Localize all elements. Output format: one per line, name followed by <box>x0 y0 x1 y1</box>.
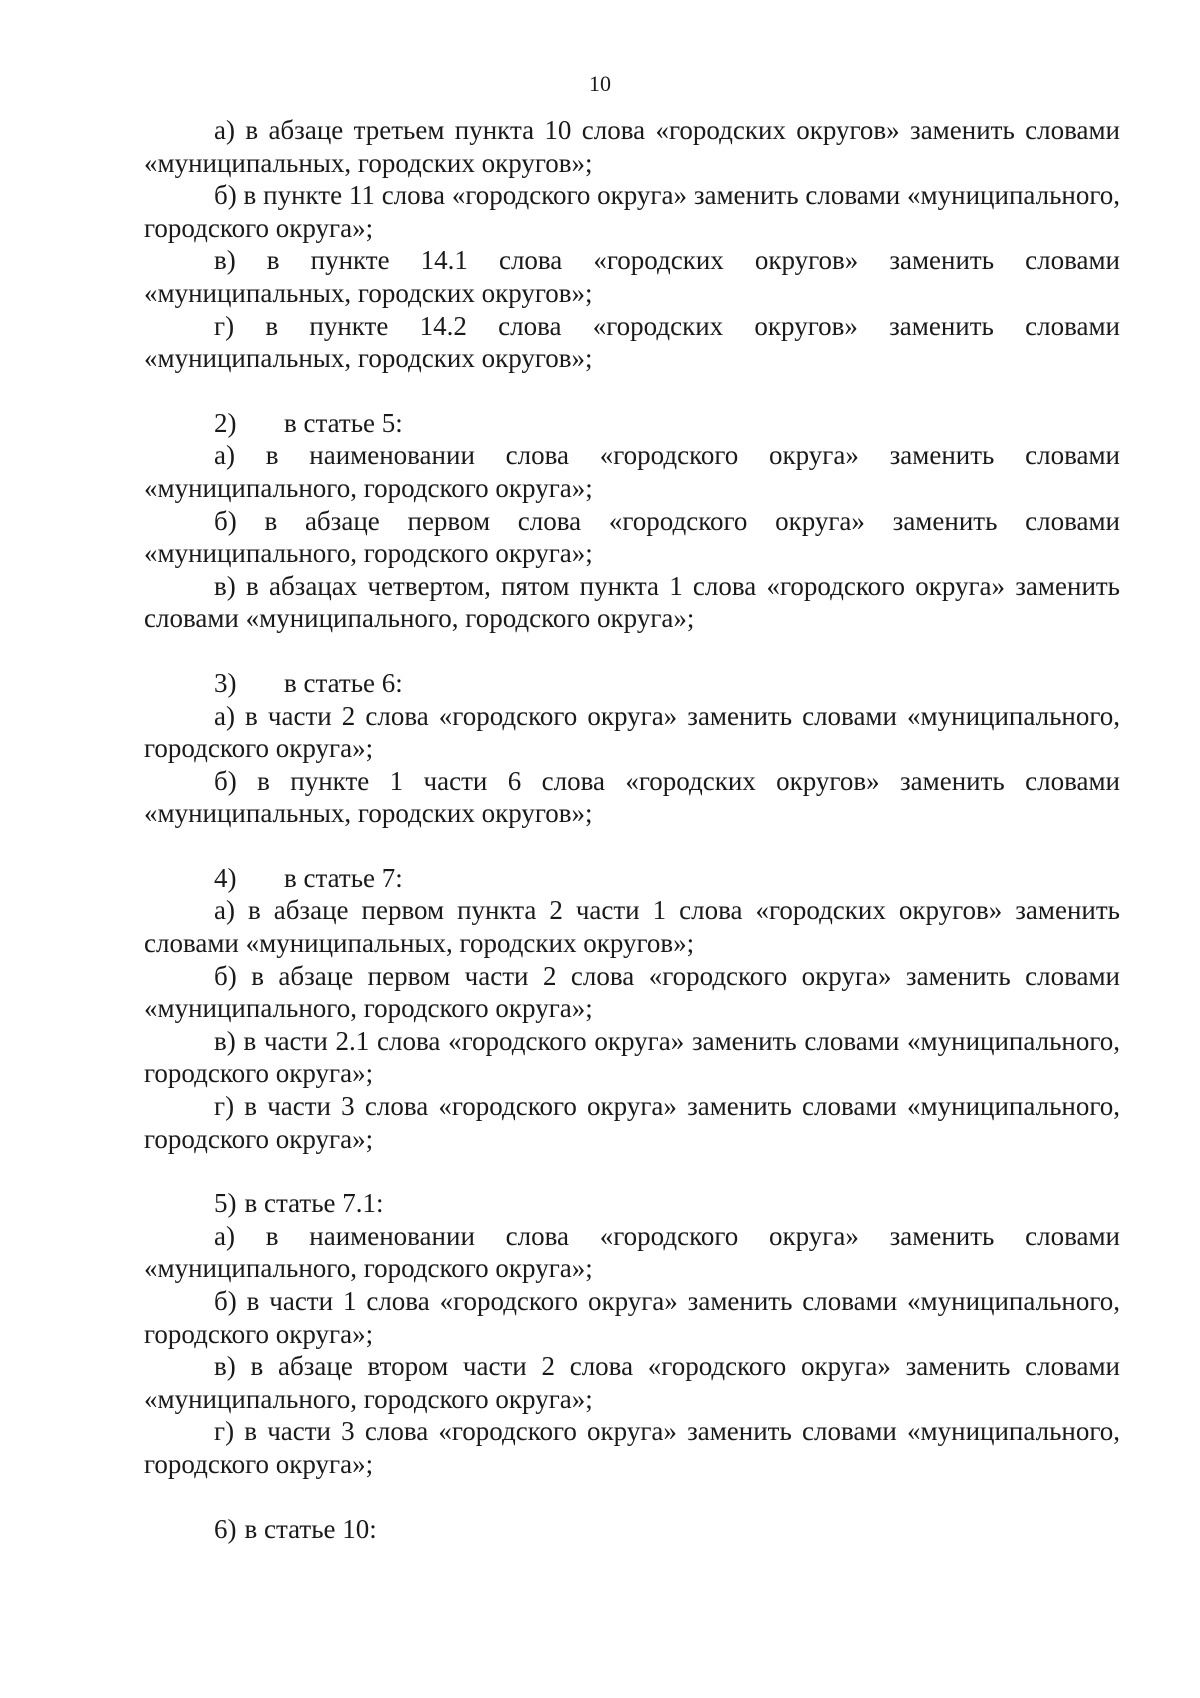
spacer <box>144 375 1120 407</box>
section-number: 4) <box>214 862 237 893</box>
spacer <box>144 1155 1120 1187</box>
spacer <box>144 1481 1120 1513</box>
section-title: в статье 10: <box>244 1513 377 1544</box>
page-number: 10 <box>589 71 611 96</box>
paragraph-5b: б) в части 1 слова «городского округа» заменить словами «муниципального, городского округа»; <box>144 1286 1120 1349</box>
paragraph-2c: в) в абзацах четвертом, пятом пункта 1 слова «городского округа» заменить словами «муниципального, городского округа»; <box>144 570 1120 634</box>
document-body <box>144 114 1120 1545</box>
section-heading-5 <box>144 1187 1120 1220</box>
paragraph-1d: г) в пункте 14.2 слова «городских округов» заменить словами «муниципальных, городских округов»; <box>144 310 1120 374</box>
section-heading-6 <box>144 1513 1120 1546</box>
section-title: в статье 6: <box>284 667 403 698</box>
paragraph-1c: в) в пункте 14.1 слова «городских округов» заменить словами «муниципальных, городских округов»; <box>144 245 1120 308</box>
section-number: 2) <box>214 407 237 438</box>
paragraph-4c: в) в части 2.1 слова «городского округа» заменить словами «муниципального, городского округа»; <box>144 1025 1120 1089</box>
section-title: в статье 7: <box>284 862 403 893</box>
paragraph-4d: г) в части 3 слова «городского округа» заменить словами «муниципального, городского округа»; <box>144 1091 1120 1154</box>
section-number: 3) <box>214 667 237 698</box>
paragraph-4a: а) в абзаце первом пункта 2 части 1 слова «городских округов» заменить словами «муниципальных, городских округов»; <box>144 895 1120 959</box>
spacer <box>144 635 1120 667</box>
paragraph-2b: б) в абзаце первом слова «городского округа» заменить словами «муниципального, городского округа»; <box>144 505 1120 569</box>
section-title: в статье 7.1: <box>244 1188 384 1219</box>
section-heading-3 <box>144 667 1120 700</box>
paragraph-3a: а) в части 2 слова «городского округа» заменить словами «муниципального, городского округа»; <box>144 700 1120 764</box>
paragraph-2a: а) в наименовании слова «городского округа» заменить словами «муниципального, городского округа»; <box>144 440 1120 503</box>
paragraph-5c: в) в абзаце втором части 2 слова «городского округа» заменить словами «муниципального, городского округа»; <box>144 1351 1120 1414</box>
paragraph-1a: а) в абзаце третьем пункта 10 слова «городских округов» заменить словами «муниципальных, городских округов»; <box>144 115 1120 178</box>
paragraph-5d: г) в части 3 слова «городского округа» заменить словами «муниципального, городского округа»; <box>144 1416 1120 1479</box>
section-number: 6) <box>214 1513 237 1544</box>
paragraph-4b: б) в абзаце первом части 2 слова «городского округа» заменить словами «муниципального, городского округа»; <box>144 960 1120 1024</box>
spacer <box>144 830 1120 862</box>
paragraph-3b: б) в пункте 1 части 6 слова «городских округов» заменить словами «муниципальных, городских округов»; <box>144 765 1120 829</box>
section-heading-4 <box>144 862 1120 895</box>
paragraph-1b: б) в пункте 11 слова «городского округа» заменить словами «муниципального, городского округа»; <box>144 180 1120 243</box>
paragraph-5a: а) в наименовании слова «городского округа» заменить словами «муниципального, городского округа»; <box>144 1220 1120 1284</box>
section-title: в статье 5: <box>284 407 403 438</box>
section-heading-2 <box>144 407 1120 440</box>
section-number: 5) <box>214 1188 237 1219</box>
